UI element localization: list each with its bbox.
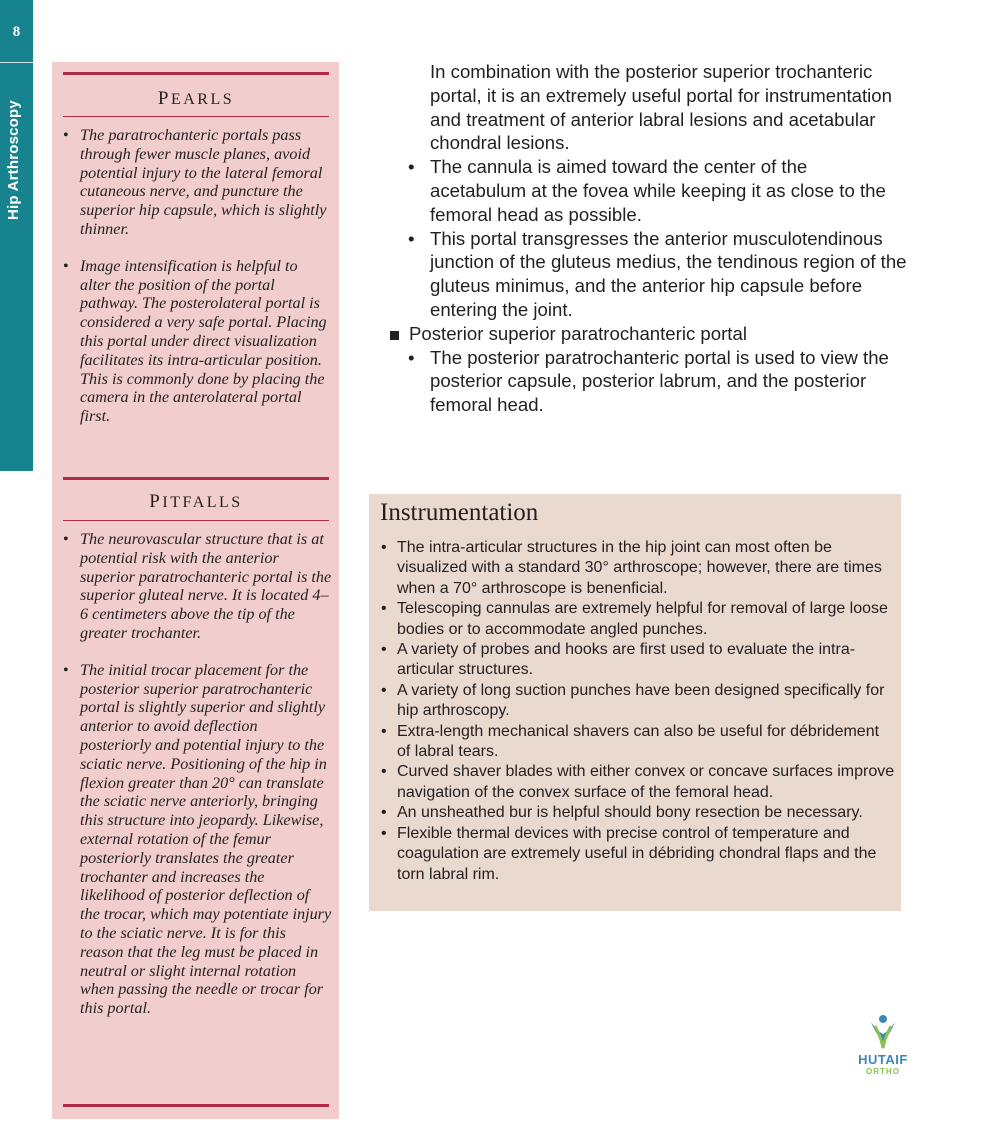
- instrumentation-title: Instrumentation: [380, 499, 539, 526]
- instrumentation-list: [380, 538, 895, 885]
- logo-subtitle: ORTHO: [866, 1067, 900, 1076]
- bullet-item: • The posterior paratrochanteric portal is used to view the posterior capsule, posterior labrum, and the posterior femoral head.: [408, 346, 889, 416]
- list-item: • The paratrochanteric portals pass through fewer muscle planes, avoid potential injury to the lateral femoral cutaneous nerve, and puncture the superior hip capsule, which is slightly thinner.: [62, 126, 332, 239]
- page-number: 8: [12, 24, 21, 40]
- pearls-top-rule: [63, 72, 329, 75]
- logo: [848, 1010, 918, 1080]
- list-item: • The intra-articular structures in the hip joint can most often be visualized with a standard 30° arthroscope; however, there are times when a 70° arthroscope is benenficial.: [380, 538, 895, 599]
- section-label: Hip Arthroscopy: [5, 100, 22, 220]
- continuation-paragraph: In combination with the posterior superior trochanteric portal, it is an extremely useful portal for instrumentation and treatment of anterior labral lesions and acetabular chondral lesions.: [430, 61, 892, 154]
- pitfalls-top-rule: [63, 477, 329, 480]
- subheading: Posterior superior paratrochanteric portal: [388, 322, 908, 346]
- pearls-list: [62, 126, 332, 426]
- list-item: • The initial trocar placement for the posterior superior paratrochanteric portal is slightly superior and slightly anterior to avoid deflection posteriorly and potential injury to the sciatic nerve. Positioning of the hip in flexion greater than 20° can translate the sciatic nerve anteriorly, bringing this structure into jeopardy. Likewise, external rotation of the femur posteriorly translates the greater trochanter and increases the likelihood of posterior deflection of the trocar, which may potentiate injury to the sciatic nerve. It is for this reason that the leg must be placed in neutral or slight internal rotation when passing the needle or trocar for this portal.: [62, 661, 332, 1018]
- tab-divider: [0, 62, 33, 63]
- list-item: • Flexible thermal devices with precise control of temperature and coagulation are extremely useful in débriding chondral flaps and the torn labral rim.: [380, 824, 895, 885]
- list-item: • An unsheathed bur is helpful should bony resection be necessary.: [380, 803, 895, 823]
- pearls-heading: PEARLS: [157, 88, 235, 109]
- list-item: • Telescoping cannulas are extremely helpful for removal of large loose bodies or to accommodate angled punches.: [380, 599, 895, 640]
- list-item: • Extra-length mechanical shavers can also be useful for débridement of labral tears.: [380, 722, 895, 763]
- pearls-bottom-rule: [63, 116, 329, 117]
- logo-name: HUTAIF: [858, 1052, 908, 1067]
- list-item: • A variety of probes and hooks are first used to evaluate the intra-articular structures.: [380, 640, 895, 681]
- figure-logo-icon: [863, 1012, 903, 1052]
- square-bullet-icon: [390, 331, 399, 340]
- pitfalls-heading: PITFALLS: [149, 491, 243, 512]
- list-item: • Image intensification is helpful to alter the position of the portal pathway. The posterolateral portal is considered a very safe portal. Placing this portal under direct visualization facilitates its intra-articular position. This is commonly done by placing the camera in the anterolateral portal first.: [62, 257, 332, 426]
- list-item: • The neurovascular structure that is at potential risk with the anterior superior paratrochanteric portal is the superior gluteal nerve. It is located 4–6 centimeters above the tip of the greater trochanter.: [62, 530, 332, 643]
- pitfalls-list: [62, 530, 332, 1018]
- pitfalls-bottom-rule: [63, 520, 329, 521]
- pitfalls-end-rule: [63, 1104, 329, 1107]
- list-item: • Curved shaver blades with either convex or concave surfaces improve navigation of the convex surface of the femoral head.: [380, 762, 895, 803]
- bullet-item: • The cannula is aimed toward the center of the acetabulum at the fovea while keeping it as close to the femoral head as possible.: [408, 156, 886, 225]
- bullet-item: • This portal transgresses the anterior musculotendinous junction of the gluteus medius, the tendinous region of the gluteus minimus, and the anterior hip capsule before entering the joint.: [408, 227, 907, 320]
- main-text: [388, 60, 908, 417]
- list-item: • A variety of long suction punches have been designed specifically for hip arthroscopy.: [380, 681, 895, 722]
